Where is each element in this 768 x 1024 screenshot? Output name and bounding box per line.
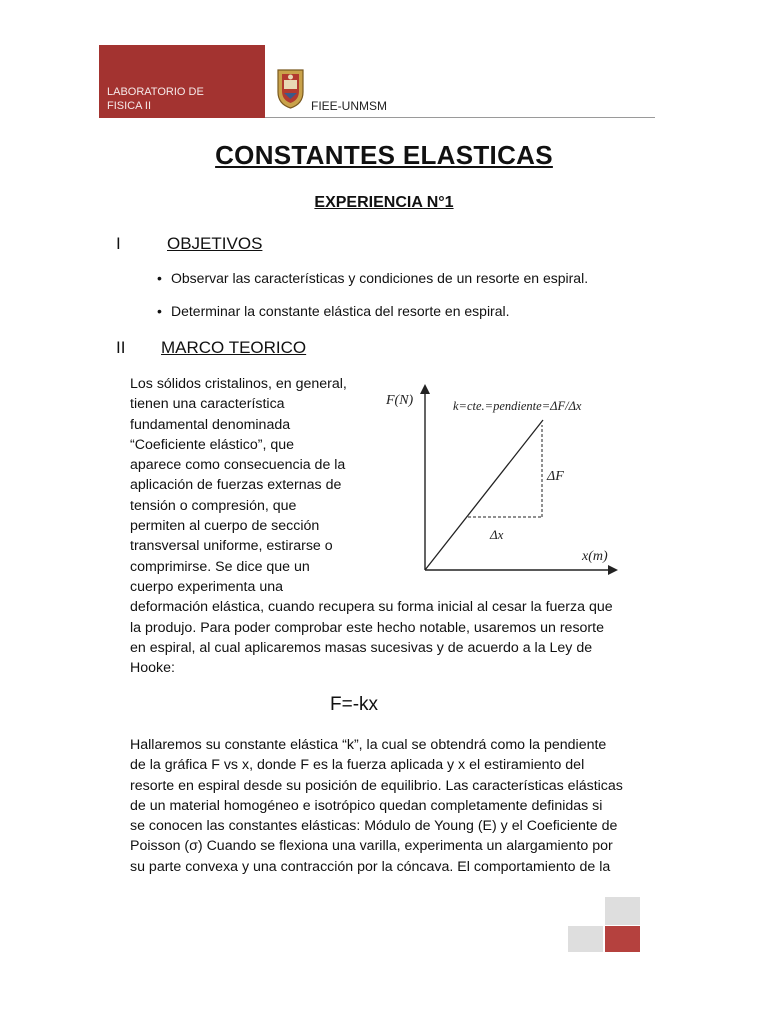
section-2-number: II	[116, 338, 126, 357]
force-displacement-graph	[380, 380, 630, 580]
bullet-icon: •	[157, 270, 162, 286]
slope-line	[425, 420, 543, 570]
decorative-square	[605, 897, 640, 925]
x-axis-arrow-icon	[608, 565, 618, 575]
decorative-square-accent	[605, 926, 640, 952]
decorative-square	[568, 926, 603, 952]
lab-title-line1: LABORATORIO DE	[107, 86, 204, 98]
hooke-formula: F=-kx	[330, 694, 379, 715]
y-axis-arrow-icon	[420, 384, 430, 394]
university-seal-icon	[274, 66, 307, 110]
institution-label: FIEE-UNMSM	[311, 99, 387, 113]
lab-title-line2: FISICA II	[107, 100, 152, 112]
page-title: CONSTANTES ELASTICAS	[215, 140, 553, 170]
section-1-number: I	[116, 234, 121, 253]
delta-f-label: ΔF	[547, 469, 564, 484]
section-1-title: OBJETIVOS	[167, 234, 263, 253]
objective-item: • Observar las características y condiciones de un resorte en espiral.	[157, 270, 589, 286]
slope-equation: k=cte.=pendiente=ΔF/Δx	[453, 399, 582, 413]
y-axis-label: F(N)	[386, 393, 414, 408]
theory-paragraph: Los sólidos cristalinos, en general, tienen una característica fundamental denominada “Coeficiente elástico”, que aparece como consecuencia de la aplicación de fuerzas externas de tensión o compresión, que permiten al cuerpo de sección transversal uniforme, estirarse o comprimirse. Se dice que un cuerpo experimenta una deformación elástica, cuando recupera su forma inicial al cesar la fuerza que la produjo. Para poder comprobar este hecho notable, usaremos un resorte en espiral, al cual aplicaremos masas sucesivas y de acuerdo a la Ley de Hooke:	[130, 376, 613, 677]
objective-item: • Determinar la constante elástica del resorte en espiral.	[157, 303, 510, 319]
header-rule	[265, 117, 655, 118]
header-band	[99, 45, 265, 118]
bullet-icon: •	[157, 303, 162, 319]
section-2-title: MARCO TEORICO	[161, 338, 307, 357]
delta-x-label: Δx	[490, 527, 504, 542]
paragraph-2: Hallaremos su constante elástica “k”, la cual se obtendrá como la pendiente de la gráfica F vs x, donde F es la fuerza aplicada y x el estiramiento del resorte en espiral desde su posición de equilibrio. Las características elásticas de un material homogéneo e isotrópico quedan completamente definidas si se conocen las constantes elásticas: Módulo de Young (E) y el Coeficiente de Poisson (σ) Cuando se flexiona una varilla, experimenta un alargamiento por su parte convexa y una contracción por la cóncava. El comportamiento de la	[130, 737, 623, 875]
experience-subtitle: EXPERIENCIA N°1	[314, 194, 454, 211]
x-axis-label: x(m)	[582, 549, 608, 564]
